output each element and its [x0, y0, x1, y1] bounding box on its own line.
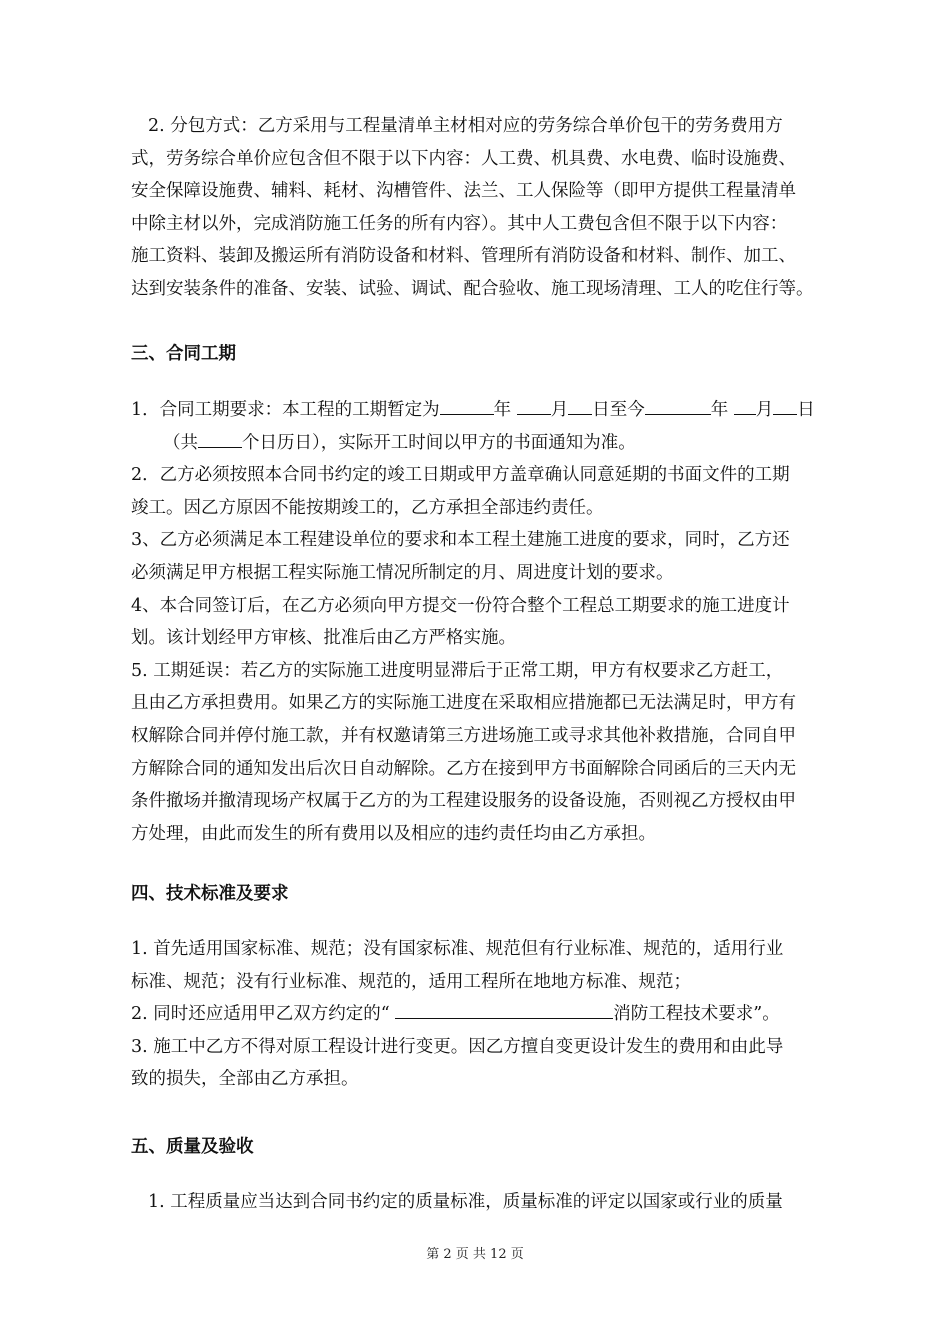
- blank-year-end: [645, 396, 711, 415]
- paragraph-subcontract-method: [131, 110, 863, 306]
- text-line: 1. 首先适用国家标准、规范；没有国家标准、规范但有行业标准、规范的，适用行业: [131, 939, 784, 959]
- text-line: 3. 施工中乙方不得对原工程设计进行变更。因乙方擅自变更设计发生的费用和由此导: [131, 1036, 784, 1057]
- paragraph-period-requirement: [131, 394, 863, 850]
- text-span: （共: [163, 432, 198, 453]
- text-line: 4、本合同签订后，在乙方必须向甲方提交一份符合整个工程总工期要求的施工进度计: [131, 595, 790, 616]
- section-heading-quality-acceptance: 五、质量及验收: [131, 1137, 254, 1157]
- text-span: 年: [710, 400, 734, 420]
- text-line: 且由乙方承担费用。如果乙方的实际施工进度在采取相应措施都已无法满足时，甲方有: [131, 693, 796, 714]
- text-line: 5. 工期延误：若乙方的实际施工进度明显滞后于正常工期，甲方有权要求乙方赶工，: [131, 660, 784, 681]
- text-line: 式，劳务综合单价应包含但不限于以下内容：人工费、机具费、水电费、临时设施费、: [131, 148, 796, 169]
- text-line: 安全保障设施费、辅料、耗材、沟槽管件、法兰、工人保险等（即甲方提供工程量清单: [131, 181, 796, 202]
- text-line: 方解除合同的通知发出后次日自动解除。乙方在接到甲方书面解除合同函后的三天内无: [131, 758, 796, 779]
- text-line: 条件撤场并撤清现场产权属于乙方的为工程建设服务的设备设施，否则视乙方授权由甲: [131, 791, 796, 812]
- blank-agreed-requirements: [395, 1000, 613, 1019]
- text-line: 权解除合同并停付施工款，并有权邀请第三方进场施工或寻求其他补救措施，合同自甲: [131, 725, 796, 746]
- text-span: 日: [797, 400, 815, 420]
- text-line: 标准、规范；没有行业标准、规范的，适用工程所在地地方标准、规范；: [131, 971, 691, 992]
- blank-day-end: [773, 396, 797, 415]
- text-span: 月: [755, 400, 774, 420]
- text-line: [131, 394, 863, 427]
- text-line: [131, 427, 863, 460]
- text-span: 2. 同时还应适用甲乙双方约定的“: [131, 1004, 396, 1025]
- text-span: 个日历日），实际开工时间以甲方的书面通知为准。: [242, 432, 636, 453]
- text-line: 必须满足甲方根据工程实际施工情况所制定的月、周进度计划的要求。: [131, 562, 674, 583]
- blank-total-days: [198, 429, 242, 448]
- text-line: 2．乙方必须按照本合同书约定的竣工日期或甲方盖章确认同意延期的书面文件的工期: [131, 465, 790, 486]
- paragraph-technical-standards: [131, 933, 863, 1096]
- text-line: 施工资料、装卸及搬运所有消防设备和材料、管理所有消防设备和材料、制作、加工、: [131, 246, 796, 267]
- text-span: 1．合同工期要求：本工程的工期暂定为: [131, 400, 440, 420]
- page-number-footer: 第 2 页 共 12 页: [426, 1247, 524, 1262]
- text-line: 致的损失，全部由乙方承担。: [131, 1069, 359, 1090]
- blank-month-start: [517, 396, 551, 415]
- section-heading-contract-period: 三、合同工期: [131, 344, 236, 364]
- text-span: 年: [493, 400, 517, 420]
- text-line: [131, 998, 863, 1031]
- text-line: 方处理，由此而发生的所有费用以及相应的违约责任均由乙方承担。: [131, 823, 656, 844]
- paragraph-quality-standard: [131, 1186, 863, 1219]
- text-line: 竣工。因乙方原因不能按期竣工的，乙方承担全部违约责任。: [131, 497, 604, 518]
- text-line: 达到安装条件的准备、安装、试验、调试、配合验收、施工现场清理、工人的吃住行等。: [131, 278, 814, 299]
- text-line: 3、乙方必须满足本工程建设单位的要求和本工程土建施工进度的要求，同时，乙方还: [131, 530, 790, 551]
- text-line: 1. 工程质量应当达到合同书约定的质量标准，质量标准的评定以国家或行业的质量: [148, 1192, 783, 1212]
- text-line: 2. 分包方式：乙方采用与工程量清单主材相对应的劳务综合单价包干的劳务费用方: [148, 116, 783, 136]
- text-span: 消防工程技术要求”。: [613, 1004, 780, 1025]
- text-line: 划。该计划经甲方审核、批准后由乙方严格实施。: [131, 628, 516, 649]
- blank-month-end: [734, 396, 756, 415]
- text-span: 月: [550, 400, 569, 420]
- blank-year-start: [440, 396, 494, 415]
- section-heading-technical-standards: 四、技术标准及要求: [131, 884, 289, 904]
- text-span: 日至今: [592, 400, 645, 420]
- blank-day-start: [568, 396, 592, 415]
- text-line: 中除主材以外，完成消防施工任务的所有内容）。其中人工费包含但不限于以下内容：: [131, 213, 788, 234]
